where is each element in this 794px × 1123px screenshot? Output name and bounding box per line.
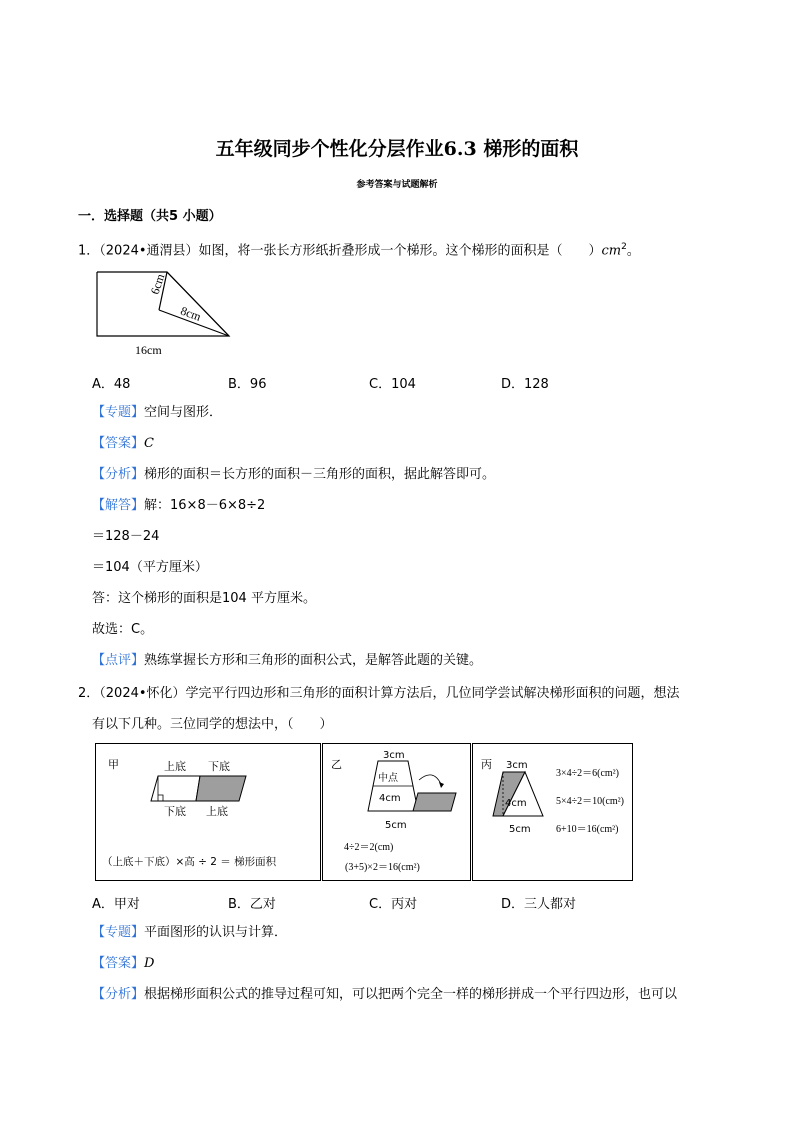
q1-answer: 【答案】C — [92, 436, 154, 451]
q1-comment: 【点评】熟练掌握长方形和三角形的面积公式，是解答此题的关键。 — [92, 653, 483, 668]
q1-solution: 【解答】解：16×8－6×8÷2 — [92, 498, 266, 513]
jia-top-b: 下底 — [208, 760, 230, 773]
figure-jia — [95, 743, 321, 881]
bing-calc-2: 5×4÷2＝10(cm²) — [556, 796, 625, 807]
q1-option-b[interactable]: B．96 — [228, 377, 267, 392]
q2-option-b[interactable]: B．乙对 — [228, 897, 276, 912]
label-16cm: 16cm — [135, 343, 162, 357]
q1-option-a[interactable]: A．48 — [92, 377, 131, 392]
bing-calc-3: 6+10＝16(cm²) — [556, 824, 619, 835]
section-heading: 一．选择题（共5 小题） — [78, 209, 222, 224]
figure-yi — [322, 743, 471, 881]
jia-formula: （上底＋下底）×高 ÷ 2 ＝ 梯形面积 — [102, 856, 277, 868]
q1-stem: 1．（2024•通渭县）如图，将一张长方形纸折叠形成一个梯形。这个梯形的面积是（ ）$cm^2$。 — [78, 242, 640, 259]
label-6cm: 6cm — [147, 272, 168, 297]
q1-choice: 故选：C。 — [92, 622, 154, 637]
q1-option-c[interactable]: C．104 — [369, 377, 416, 392]
jia-label: 甲 — [108, 758, 119, 771]
yi-bottom: 5cm — [385, 820, 407, 831]
q2-analysis: 【分析】根据梯形面积公式的推导过程可知，可以把两个完全一样的梯形拼成一个平行四边形，也可以 — [92, 987, 678, 1002]
q1-analysis: 【分析】梯形的面积＝长方形的面积－三角形的面积，据此解答即可。 — [92, 467, 496, 482]
yi-calc-1: 4÷2＝2(cm) — [344, 842, 394, 853]
page-subtitle: 参考答案与试题解析 — [356, 180, 438, 190]
jia-top-a: 上底 — [164, 760, 186, 773]
bing-top: 3cm — [506, 760, 528, 771]
bing-bottom: 5cm — [509, 824, 531, 835]
yi-label: 乙 — [331, 758, 342, 771]
yi-height: 4cm — [379, 793, 401, 804]
q1-figure — [95, 268, 235, 360]
q1-solution-answer: 答：这个梯形的面积是104 平方厘米。 — [92, 591, 316, 606]
yi-mid: 中点 — [378, 773, 398, 784]
q2-option-c[interactable]: C．丙对 — [369, 897, 418, 912]
jia-bot-b: 上底 — [206, 805, 228, 818]
label-8cm: 8cm — [178, 303, 203, 324]
q2-answer: 【答案】D — [92, 956, 155, 971]
bing-calc-1: 3×4÷2＝6(cm²) — [556, 768, 620, 779]
yi-top: 3cm — [383, 750, 405, 761]
bing-height: 4cm — [505, 798, 527, 809]
q2-stem-line2: 有以下几种。三位同学的想法中，（ ） — [92, 717, 333, 732]
q2-option-d[interactable]: D．三人都对 — [501, 897, 577, 912]
q1-solution-step3: ＝104（平方厘米） — [92, 560, 208, 575]
q2-topic: 【专题】平面图形的认识与计算． — [92, 925, 288, 940]
q1-topic: 【专题】空间与图形． — [92, 405, 223, 420]
figure-bing — [472, 743, 633, 881]
page-title: 五年级同步个性化分层作业6.3 梯形的面积 — [215, 138, 579, 160]
q2-stem-line1: 2．（2024•怀化）学完平行四边形和三角形的面积计算方法后，几位同学尝试解决梯形面积的问题，想法 — [78, 686, 680, 701]
q1-option-d[interactable]: D．128 — [501, 377, 549, 392]
jia-bot-a: 下底 — [164, 805, 186, 818]
q2-option-a[interactable]: A．甲对 — [92, 897, 140, 912]
yi-calc-2: (3+5)×2＝16(cm²) — [345, 862, 420, 873]
bing-label: 丙 — [481, 758, 492, 771]
q1-solution-step2: ＝128－24 — [92, 529, 160, 544]
